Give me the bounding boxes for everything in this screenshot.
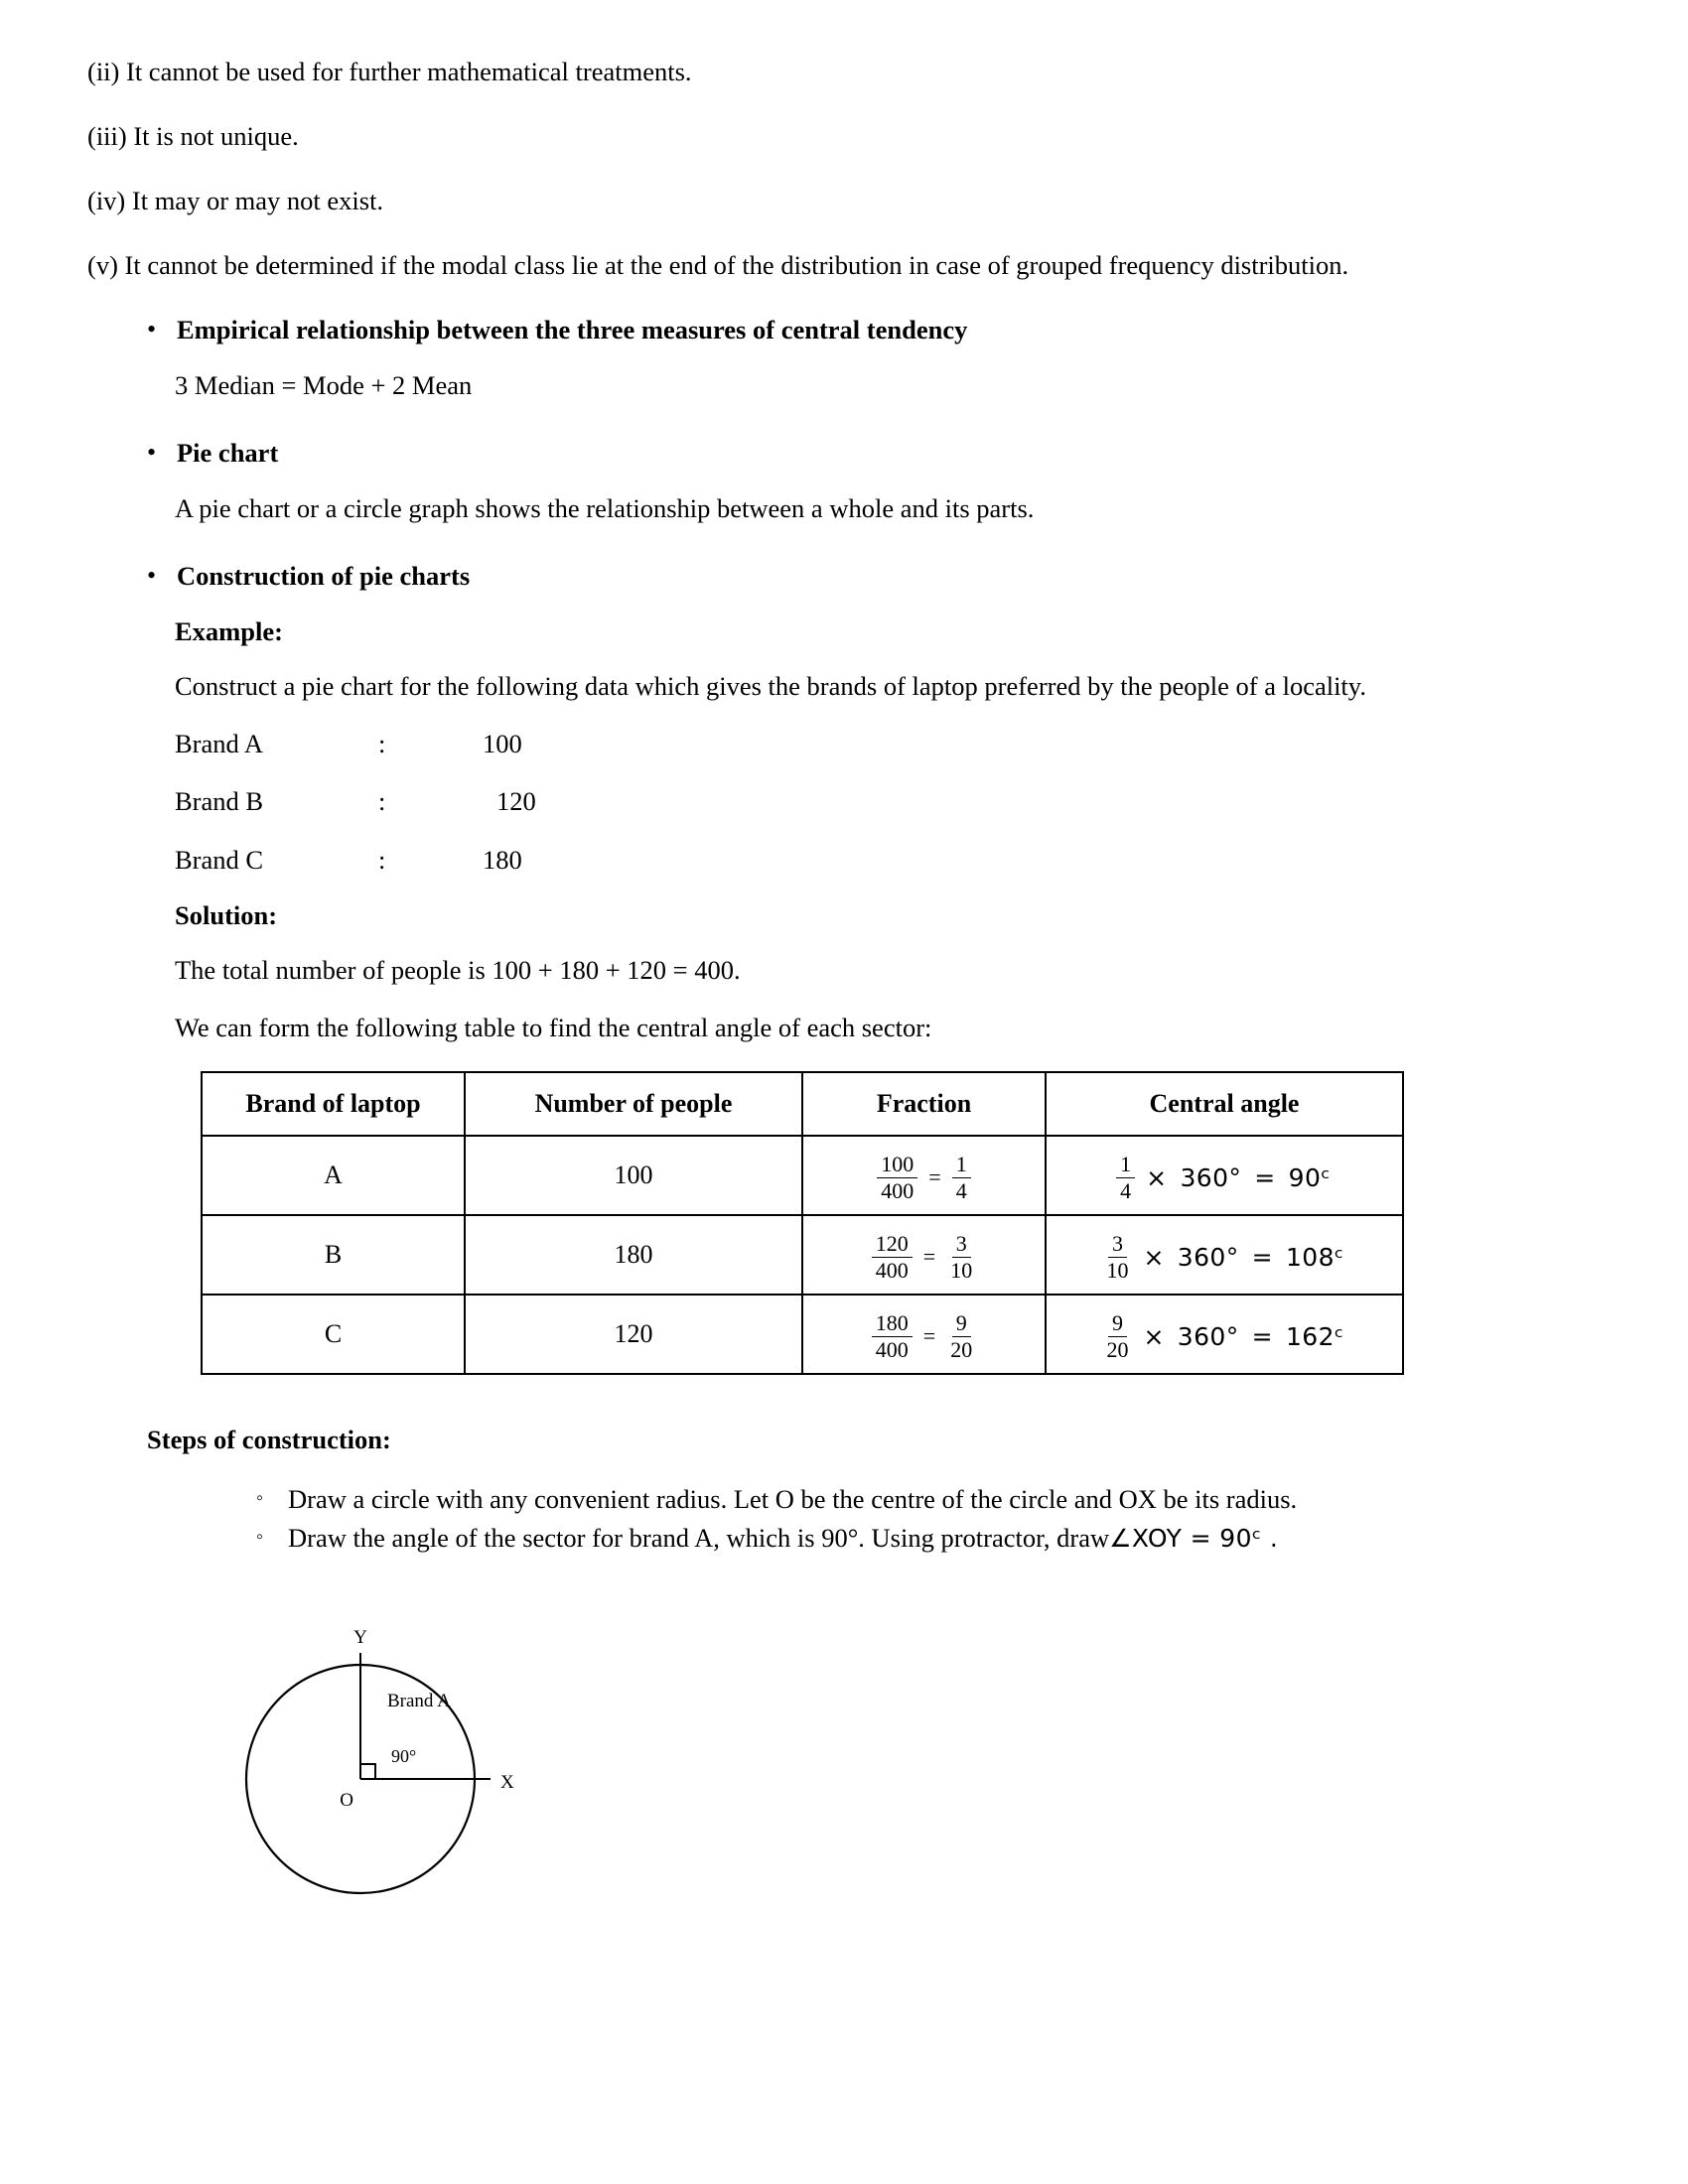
equals-sign: = bbox=[928, 1164, 941, 1189]
cell-brand: B bbox=[202, 1215, 465, 1295]
brand-label: Brand C bbox=[175, 844, 264, 875]
limitation-point-iv: (iv) It may or may not exist. bbox=[87, 185, 384, 215]
brand-value: 120 bbox=[496, 786, 536, 817]
cell-brand: C bbox=[202, 1295, 465, 1374]
brand-row bbox=[175, 784, 1545, 818]
brand-label: Brand A bbox=[175, 728, 264, 758]
table-intro-text: We can form the following table to find the central angle of each sector: bbox=[175, 1012, 932, 1042]
step-text: Draw a circle with any convenient radius. Let O be the centre of the circle and OX be its radius. bbox=[288, 1484, 1298, 1514]
table-row bbox=[202, 1215, 1403, 1295]
multiply-sign: × bbox=[1146, 1162, 1168, 1192]
construction-body bbox=[175, 616, 1545, 1375]
brand-colon: : bbox=[378, 786, 386, 817]
limitation-point-iii: (iii) It is not unique. bbox=[87, 120, 299, 151]
list-item bbox=[256, 1481, 1547, 1518]
steps-list bbox=[256, 1481, 1547, 1556]
equals-sign: = bbox=[922, 1323, 936, 1348]
label-y: Y bbox=[353, 1627, 367, 1649]
fraction-raw: $\frac{180}{400}$ bbox=[872, 1311, 913, 1360]
equals-sign: = bbox=[1251, 1321, 1273, 1351]
multiply-sign: × bbox=[1143, 1321, 1165, 1351]
bullet-construction-of-pie-charts bbox=[87, 559, 1609, 593]
label-sector-brand-a: Brand A bbox=[387, 1691, 451, 1712]
full-circle-degrees: 360° bbox=[1180, 1162, 1242, 1192]
full-circle-degrees: 360° bbox=[1177, 1242, 1239, 1272]
full-circle-degrees: 360° bbox=[1177, 1321, 1239, 1351]
table-row bbox=[202, 1295, 1403, 1374]
fraction-reduced: $\frac{3}{10}$ bbox=[950, 1231, 973, 1283]
brand-colon: : bbox=[378, 844, 386, 875]
right-angle-marker-icon bbox=[360, 1764, 375, 1779]
bullet-disc-icon bbox=[147, 436, 177, 470]
label-angle-90: 90° bbox=[391, 1746, 417, 1767]
brand-value: 100 bbox=[483, 728, 522, 758]
fraction-reduced: $\frac{9}{20}$ bbox=[950, 1310, 973, 1362]
table-header-row bbox=[202, 1072, 1403, 1136]
cell-fraction bbox=[802, 1295, 1046, 1374]
empirical-body bbox=[175, 368, 1545, 404]
angle-result: 162ᶜ bbox=[1285, 1321, 1344, 1351]
fraction-raw: $\frac{100}{400}$ bbox=[877, 1153, 917, 1201]
cell-fraction bbox=[802, 1136, 1046, 1215]
brand-data-list bbox=[175, 727, 1545, 877]
solution-label: Solution: bbox=[175, 900, 278, 930]
step-angle-expression: ∠XOY = 90ᶜ . bbox=[1109, 1523, 1279, 1553]
column-header-central-angle: Central angle bbox=[1046, 1072, 1403, 1136]
example-text: Construct a pie chart for the following data which gives the brands of laptop preferred by the people of a locality. bbox=[175, 671, 1366, 702]
bullet-pie-chart bbox=[87, 436, 1609, 470]
column-header-brand: Brand of laptop bbox=[202, 1072, 465, 1136]
label-o: O bbox=[340, 1790, 353, 1812]
cell-central-angle bbox=[1046, 1136, 1403, 1215]
cell-people: 100 bbox=[465, 1136, 802, 1215]
fraction-reduced: $\frac{9}{20}$ bbox=[1106, 1310, 1129, 1362]
bullet-circle-icon bbox=[256, 1481, 288, 1516]
bullet-disc-icon bbox=[147, 559, 177, 593]
empirical-heading: Empirical relationship between the three measures of central tendency bbox=[177, 314, 968, 344]
pie-construction-diagram bbox=[236, 1575, 663, 1933]
circle-diagram-svg bbox=[236, 1575, 663, 1923]
table-row bbox=[202, 1136, 1403, 1215]
brand-label: Brand B bbox=[175, 786, 264, 817]
pie-chart-heading: Pie chart bbox=[177, 437, 279, 468]
column-header-fraction: Fraction bbox=[802, 1072, 1046, 1136]
fraction-reduced: $\frac{1}{4}$ bbox=[952, 1153, 971, 1201]
cell-people: 180 bbox=[465, 1215, 802, 1295]
cell-central-angle bbox=[1046, 1295, 1403, 1374]
multiply-sign: × bbox=[1143, 1242, 1165, 1272]
cell-brand: A bbox=[202, 1136, 465, 1215]
brand-row bbox=[175, 843, 1545, 877]
limitation-point-v: (v) It cannot be determined if the modal class lie at the end of the distribution in case of grouped frequency distribution. bbox=[87, 249, 1349, 280]
solution-total: The total number of people is 100 + 180 + 120 = 400. bbox=[175, 955, 741, 985]
equals-sign: = bbox=[1251, 1242, 1273, 1272]
column-header-people: Number of people bbox=[465, 1072, 802, 1136]
fraction-raw: $\frac{120}{400}$ bbox=[872, 1232, 913, 1281]
limitation-point-ii: (ii) It cannot be used for further mathematical treatments. bbox=[87, 57, 692, 86]
step-text: Draw the angle of the sector for brand A, which is 90°. Using protractor, draw bbox=[288, 1522, 1110, 1553]
list-item bbox=[256, 1520, 1547, 1557]
pie-chart-definition: A pie chart or a circle graph shows the relationship between a whole and its parts. bbox=[175, 493, 1035, 524]
construction-heading: Construction of pie charts bbox=[177, 560, 471, 591]
bullet-disc-icon bbox=[147, 313, 177, 346]
angle-result: 108ᶜ bbox=[1285, 1242, 1344, 1272]
brand-value: 180 bbox=[483, 844, 522, 875]
label-x: X bbox=[500, 1772, 514, 1794]
central-angle-table bbox=[201, 1071, 1404, 1375]
empirical-formula: 3 Median = Mode + 2 Mean bbox=[175, 370, 473, 401]
bullet-empirical-relationship bbox=[87, 313, 1609, 346]
equals-sign: = bbox=[922, 1244, 936, 1269]
equals-sign: = bbox=[1254, 1162, 1276, 1192]
cell-fraction bbox=[802, 1215, 1046, 1295]
pie-chart-body bbox=[175, 491, 1545, 527]
fraction-reduced: $\frac{3}{10}$ bbox=[1106, 1231, 1129, 1283]
fraction-reduced: $\frac{1}{4}$ bbox=[1116, 1153, 1135, 1201]
brand-colon: : bbox=[378, 728, 386, 758]
cell-central-angle bbox=[1046, 1215, 1403, 1295]
cell-people: 120 bbox=[465, 1295, 802, 1374]
brand-row bbox=[175, 727, 1545, 760]
example-label: Example: bbox=[175, 616, 283, 647]
bullet-circle-icon bbox=[256, 1520, 288, 1555]
steps-of-construction-heading: Steps of construction: bbox=[147, 1425, 391, 1454]
angle-result: 90ᶜ bbox=[1288, 1162, 1331, 1192]
